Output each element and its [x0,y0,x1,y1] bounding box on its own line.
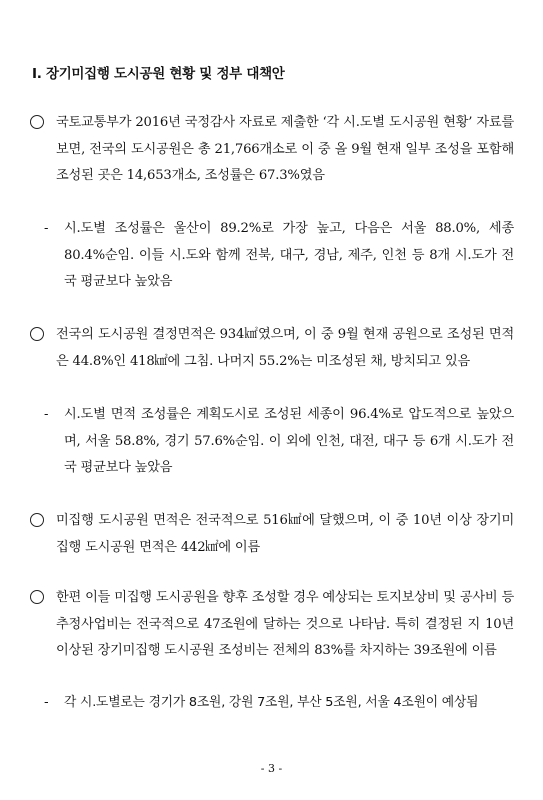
paragraph-text: 한편 이들 미집행 도시공원을 향후 조성할 경우 예상되는 토지보상비 및 공사비 등 추정사업비는 전국적으로 47조원에 달하는 것으로 나타남. 특히 결정된 지 10년 이상된 장기미집행 도시공원 조성비는 전체의 83%를 차지하는 39조원에 이름 [56,590,514,658]
dash-marker: - [44,695,49,710]
sub-bullet-text: 시.도별 면적 조성률은 계획도시로 조성된 세종이 96.4%로 압도적으로 높았으며, 서울 58.8%, 경기 57.6%순임. 이 외에 인천, 대전, 대구 등 6개 시.도가 전국 평균보다 높았음 [64,407,514,475]
bullet-paragraph [30,585,514,665]
sub-bullet-text: 각 시.도별로는 경기가 8조원, 강원 7조원, 부산 5조원, 서울 4조원이 예상됨 [64,695,479,710]
paragraph-text: 미집행 도시공원 면적은 전국적으로 516㎢에 달했으며, 이 중 10년 이상 장기미집행 도시공원 면적은 442㎢에 이름 [56,513,514,555]
sub-bullet [44,690,514,717]
circle-bullet-icon [30,590,44,604]
circle-bullet-icon [30,513,44,527]
bullet-paragraph [30,322,514,375]
sub-bullet-text: 시.도별 조성률은 울산이 89.2%로 가장 높고, 다음은 서울 88.0%, 세종 80.4%순임. 이들 시.도와 함께 전북, 대구, 경남, 제주, 인천 등 8개 시.도가 전국 평균보다 높았음 [64,221,514,289]
bullet-paragraph [30,508,514,561]
page-number: - 3 - [260,762,283,775]
dash-marker: - [44,407,49,422]
dash-marker: - [44,221,49,236]
bullet-paragraph [30,110,514,190]
paragraph-text: 국토교통부가 2016년 국정감사 자료로 제출한 ‘각 시.도별 도시공원 현황’ 자료를 보면, 전국의 도시공원은 총 21,766개소로 이 중 올 9월 현재 일부 조성을 포함해 조성된 곳은 14,653개소, 조성률은 67.3%였음 [56,115,514,183]
sub-bullet [44,216,514,296]
paragraph-text: 전국의 도시공원 결정면적은 934㎢였으며, 이 중 9월 현재 공원으로 조성된 면적은 44.8%인 418㎢에 그침. 나머지 55.2%는 미조성된 채, 방치되고 있음 [56,327,514,369]
section-heading: Ⅰ. 장기미집행 도시공원 현황 및 정부 대책안 [32,66,285,82]
circle-bullet-icon [30,115,44,129]
circle-bullet-icon [30,327,44,341]
sub-bullet [44,402,514,482]
